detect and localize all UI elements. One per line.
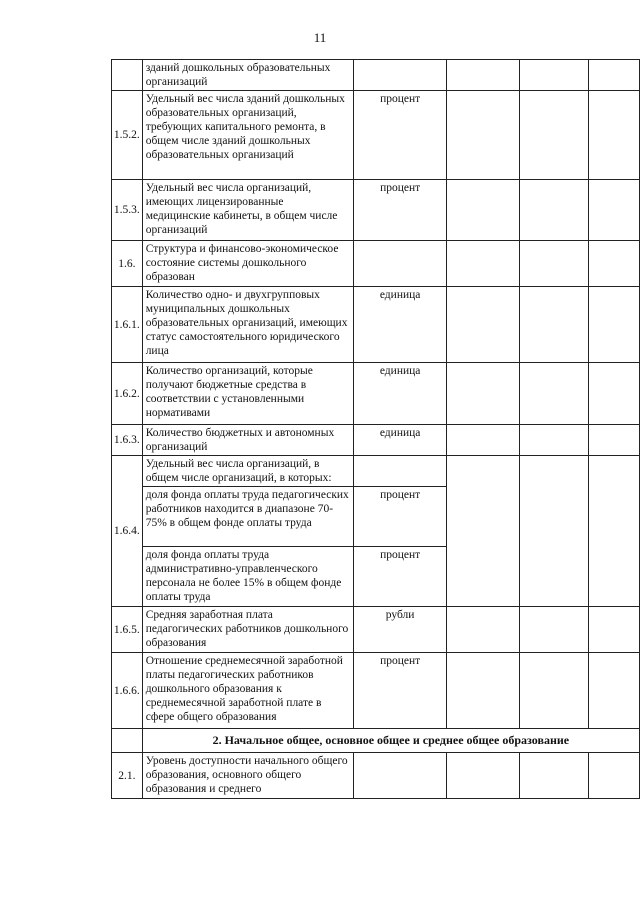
indicator-text: Количество одно- и двухгрупповых муниципальных дошкольных образовательных организаций, имеющих статус самостоятельного юридического лица bbox=[142, 287, 354, 363]
row-number: 1.6.5. bbox=[112, 607, 143, 653]
value-cell bbox=[520, 363, 589, 425]
unit-cell: процент bbox=[354, 180, 446, 241]
indicator-text: Уровень доступности начального общего образования, основного общего образования и среднего bbox=[142, 753, 354, 799]
table-row bbox=[112, 180, 640, 241]
value-cell bbox=[589, 425, 640, 456]
value-cell bbox=[589, 287, 640, 363]
value-cell bbox=[520, 653, 589, 729]
indicator-text: доля фонда оплаты труда административно-управленческого персонала не более 15% в общем фонде оплаты труда bbox=[142, 547, 354, 607]
value-cell bbox=[520, 91, 589, 180]
value-cell bbox=[520, 456, 589, 607]
value-cell bbox=[589, 753, 640, 799]
unit-cell: процент bbox=[354, 653, 446, 729]
value-cell bbox=[446, 653, 520, 729]
value-cell bbox=[446, 180, 520, 241]
unit-cell: процент bbox=[354, 487, 446, 547]
value-cell bbox=[589, 60, 640, 91]
unit-cell bbox=[354, 753, 446, 799]
table-row bbox=[112, 607, 640, 653]
indicators-table bbox=[111, 59, 640, 799]
indicator-text: Средняя заработная плата педагогических работников дошкольного образования bbox=[142, 607, 354, 653]
value-cell bbox=[589, 91, 640, 180]
indicator-text: Удельный вес числа зданий дошкольных образовательных организаций, требующих капитального ремонта, в общем числе зданий дошкольных образовательных организаций bbox=[142, 91, 354, 180]
indicator-text: зданий дошкольных образовательных организаций bbox=[142, 60, 354, 91]
row-number: 1.6.3. bbox=[112, 425, 143, 456]
unit-cell: рубли bbox=[354, 607, 446, 653]
table-row bbox=[112, 287, 640, 363]
indicator-text: Удельный вес числа организаций, имеющих лицензированные медицинские кабинеты, в общем числе организаций bbox=[142, 180, 354, 241]
value-cell bbox=[520, 60, 589, 91]
page-number: 11 bbox=[313, 30, 327, 45]
table-row bbox=[112, 363, 640, 425]
row-number: 1.6.1. bbox=[112, 287, 143, 363]
value-cell bbox=[520, 180, 589, 241]
value-cell bbox=[589, 456, 640, 607]
value-cell bbox=[446, 425, 520, 456]
row-number: 1.6. bbox=[112, 241, 143, 287]
value-cell bbox=[446, 363, 520, 425]
table-row bbox=[112, 60, 640, 91]
value-cell bbox=[446, 91, 520, 180]
value-cell bbox=[520, 607, 589, 653]
value-cell bbox=[446, 287, 520, 363]
unit-cell bbox=[354, 241, 446, 287]
table-row bbox=[112, 456, 640, 487]
indicator-text: Структура и финансово-экономическое состояние системы дошкольного образован bbox=[142, 241, 354, 287]
row-number bbox=[112, 729, 143, 753]
section-header-row bbox=[112, 729, 640, 753]
section-title: 2. Начальное общее, основное общее и среднее общее образование bbox=[142, 729, 639, 753]
value-cell bbox=[446, 753, 520, 799]
value-cell bbox=[589, 607, 640, 653]
value-cell bbox=[446, 607, 520, 653]
value-cell bbox=[520, 241, 589, 287]
row-number: 1.6.4. bbox=[112, 456, 143, 607]
indicator-text: Количество организаций, которые получают бюджетные средства в соответствии с установленными нормативами bbox=[142, 363, 354, 425]
value-cell bbox=[446, 60, 520, 91]
value-cell bbox=[520, 753, 589, 799]
indicator-text: Количество бюджетных и автономных организаций bbox=[142, 425, 354, 456]
unit-cell: процент bbox=[354, 91, 446, 180]
value-cell bbox=[589, 653, 640, 729]
table-row bbox=[112, 91, 640, 180]
unit-cell: процент bbox=[354, 547, 446, 607]
table-row bbox=[112, 753, 640, 799]
row-number: 1.6.2. bbox=[112, 363, 143, 425]
unit-cell: единица bbox=[354, 425, 446, 456]
unit-cell: единица bbox=[354, 287, 446, 363]
value-cell bbox=[520, 425, 589, 456]
value-cell bbox=[520, 287, 589, 363]
row-number: 1.6.6. bbox=[112, 653, 143, 729]
unit-cell bbox=[354, 456, 446, 487]
value-cell bbox=[589, 363, 640, 425]
value-cell bbox=[446, 241, 520, 287]
indicator-text: Удельный вес числа организаций, в общем числе организаций, в которых: bbox=[142, 456, 354, 487]
row-number: 1.5.3. bbox=[112, 180, 143, 241]
row-number: 1.5.2. bbox=[112, 91, 143, 180]
table-row bbox=[112, 653, 640, 729]
indicator-text: Отношение среднемесячной заработной платы педагогических работников дошкольного образования к среднемесячной заработной плате в сфере общего образования bbox=[142, 653, 354, 729]
table-row bbox=[112, 241, 640, 287]
value-cell bbox=[446, 456, 520, 607]
row-number: 2.1. bbox=[112, 753, 143, 799]
table-row bbox=[112, 425, 640, 456]
value-cell bbox=[589, 180, 640, 241]
value-cell bbox=[589, 241, 640, 287]
indicator-text: доля фонда оплаты труда педагогических работников находится в диапазоне 70-75% в общем фонде оплаты труда bbox=[142, 487, 354, 547]
unit-cell: единица bbox=[354, 363, 446, 425]
unit-cell bbox=[354, 60, 446, 91]
row-number bbox=[112, 60, 143, 91]
